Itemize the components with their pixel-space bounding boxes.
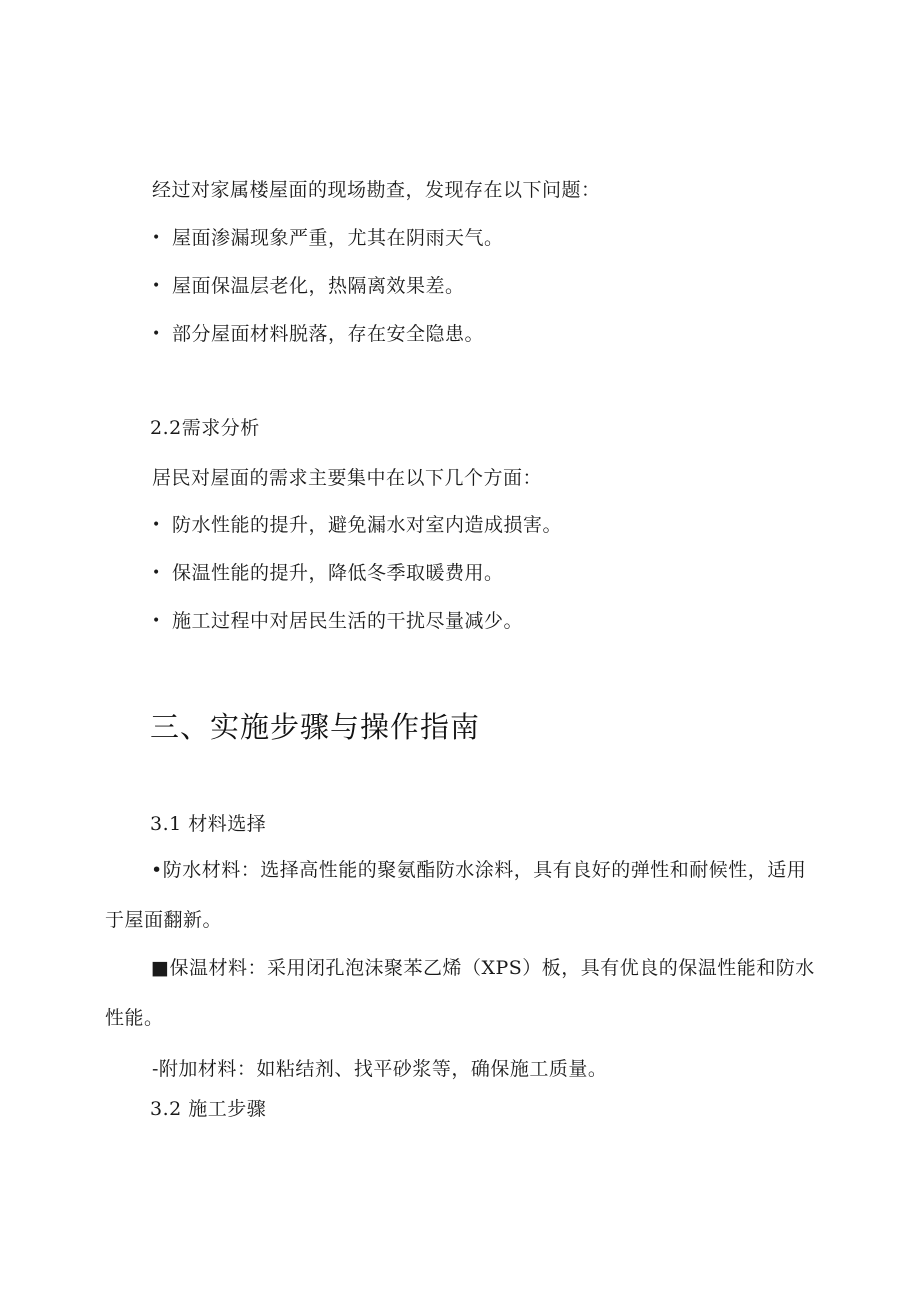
- problems-intro: 经过对家属楼屋面的现场勘查，发现存在以下问题：: [152, 179, 601, 201]
- bullet-icon: •: [152, 230, 161, 246]
- insulation-material-paragraph: ■保温材料：采用闭孔泡沫聚苯乙烯（XPS）板，具有优良的保温性能和防水性能。: [105, 957, 815, 1029]
- list-item: [152, 609, 523, 633]
- list-item-text: 部分屋面材料脱落，存在安全隐患。: [172, 323, 485, 345]
- needs-intro: 居民对屋面的需求主要集中在以下几个方面：: [152, 467, 543, 489]
- section-3-1-title: 3.1 材料选择: [150, 813, 267, 835]
- list-item: [152, 561, 504, 585]
- list-item-text: 防水性能的提升，避免漏水对室内造成损害。: [172, 514, 563, 536]
- list-item-text: 施工过程中对居民生活的干扰尽量减少。: [172, 610, 524, 632]
- list-item: [152, 513, 562, 537]
- list-item: [152, 322, 484, 346]
- bullet-icon: •: [152, 613, 161, 629]
- bullet-icon: •: [152, 278, 161, 294]
- additional-material-line: -附加材料：如粘结剂、找平砂浆等，确保施工质量。: [152, 1058, 608, 1080]
- section-3-heading: 三、实施步骤与操作指南: [150, 710, 481, 744]
- list-item: [152, 274, 465, 298]
- list-item: [152, 226, 504, 250]
- bullet-icon: •: [152, 326, 161, 342]
- list-item-text: 屋面渗漏现象严重，尤其在阴雨天气。: [172, 227, 504, 249]
- list-item-text: 屋面保温层老化，热隔离效果差。: [172, 275, 465, 297]
- section-2-2-title: 2.2需求分析: [150, 417, 260, 439]
- waterproof-material-paragraph: •防水材料：选择高性能的聚氨酯防水涂料，具有良好的弹性和耐候性，适用于屋面翻新。: [105, 859, 807, 931]
- section-3-2-title: 3.2 施工步骤: [150, 1098, 267, 1120]
- bullet-icon: •: [152, 565, 161, 581]
- bullet-icon: •: [152, 517, 161, 533]
- list-item-text: 保温性能的提升，降低冬季取暖费用。: [172, 562, 504, 584]
